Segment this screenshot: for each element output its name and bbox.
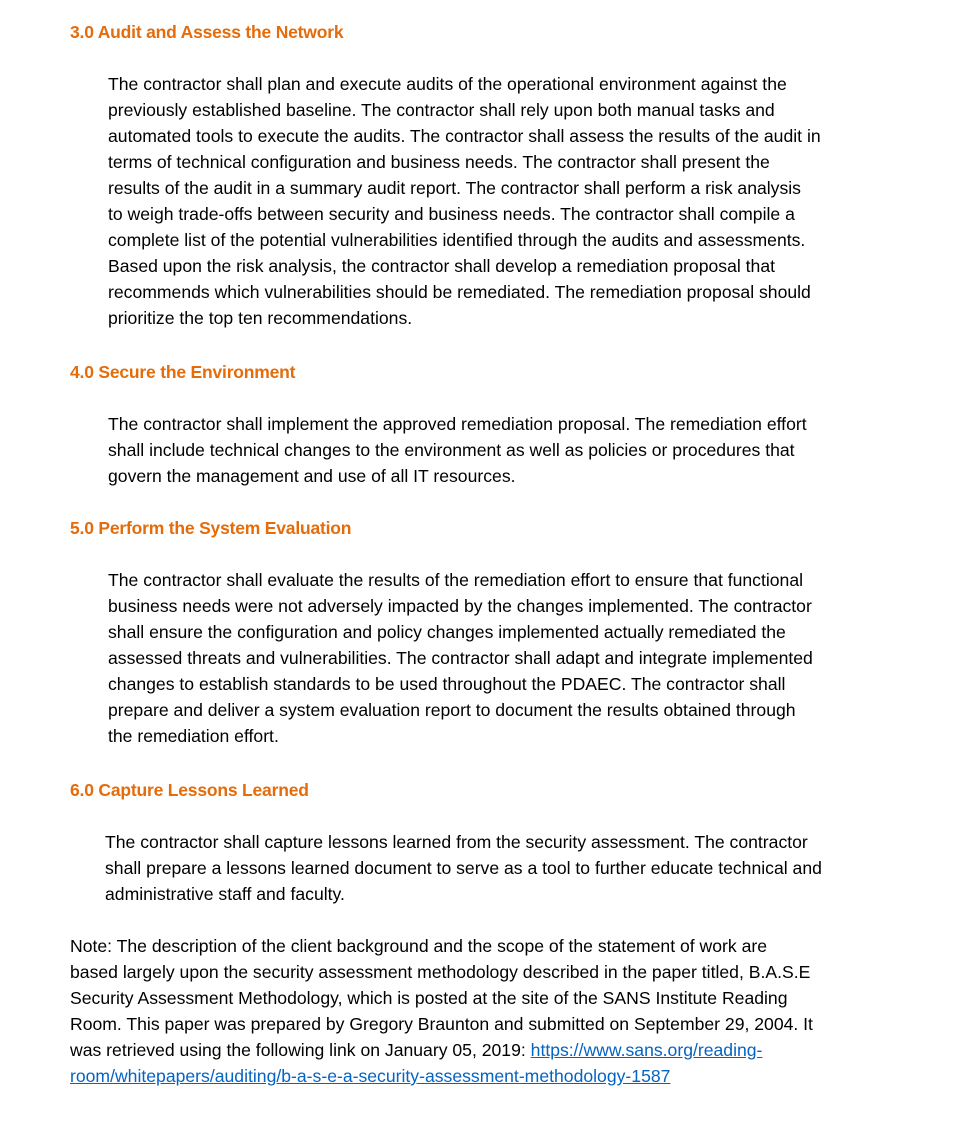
- body-line: The contractor shall evaluate the results of the remediation effort to ensure that functional: [108, 570, 804, 590]
- sans-paper-link-continued[interactable]: room/whitepapers/auditing/b-a-s-e-a-security-assessment-methodology-1587: [70, 1066, 671, 1086]
- body-line: assessed threats and vulnerabilities. The contractor shall adapt and integrate implemented: [108, 648, 813, 668]
- section-body-5: [108, 567, 918, 749]
- body-line: recommends which vulnerabilities should be remediated. The remediation proposal should: [108, 282, 811, 302]
- body-line: shall include technical changes to the environment as well as policies or procedures that: [108, 440, 795, 460]
- note-line: Security Assessment Methodology, which is posted at the site of the SANS Institute Reading: [70, 988, 788, 1008]
- body-line: shall prepare a lessons learned document to serve as a tool to further educate technical and: [105, 858, 822, 878]
- section-heading-3: 3.0 Audit and Assess the Network: [70, 22, 344, 42]
- section-body-3: [108, 71, 918, 331]
- section-heading-6: 6.0 Capture Lessons Learned: [70, 780, 309, 800]
- section-body-6: [105, 829, 915, 907]
- note-line-with-link: [70, 1037, 930, 1063]
- body-line: terms of technical configuration and business needs. The contractor shall present the: [108, 152, 770, 172]
- body-line: prioritize the top ten recommendations.: [108, 308, 413, 328]
- body-line: changes to establish standards to be used throughout the PDAEC. The contractor shall: [108, 674, 786, 694]
- sans-paper-link[interactable]: https://www.sans.org/reading-: [530, 1040, 763, 1060]
- body-line: to weigh trade-offs between security and business needs. The contractor shall compile a: [108, 204, 795, 224]
- body-line: business needs were not adversely impacted by the changes implemented. The contractor: [108, 596, 812, 616]
- body-line: govern the management and use of all IT resources.: [108, 466, 516, 486]
- body-line: The contractor shall plan and execute audits of the operational environment against the: [108, 74, 787, 94]
- body-line: prepare and deliver a system evaluation report to document the results obtained through: [108, 700, 796, 720]
- note-link-continuation: [70, 1063, 930, 1089]
- note-line: Room. This paper was prepared by Gregory Braunton and submitted on September 29, 2004. It: [70, 1014, 813, 1034]
- body-line: The contractor shall capture lessons learned from the security assessment. The contractor: [105, 832, 808, 852]
- section-body-4: [108, 411, 918, 489]
- body-line: complete list of the potential vulnerabilities identified through the audits and assessments.: [108, 230, 806, 250]
- note-line: based largely upon the security assessment methodology described in the paper titled, B.A.S.E: [70, 962, 811, 982]
- body-line: administrative staff and faculty.: [105, 884, 345, 904]
- body-line: the remediation effort.: [108, 726, 279, 746]
- note-line: Note: The description of the client background and the scope of the statement of work are: [70, 936, 767, 956]
- note-paragraph: [70, 933, 930, 1089]
- section-heading-4: 4.0 Secure the Environment: [70, 362, 296, 382]
- body-line: automated tools to execute the audits. The contractor shall assess the results of the audit in: [108, 126, 821, 146]
- body-line: The contractor shall implement the approved remediation proposal. The remediation effort: [108, 414, 807, 434]
- body-line: Based upon the risk analysis, the contractor shall develop a remediation proposal that: [108, 256, 775, 276]
- note-line-prefix: was retrieved using the following link on January 05, 2019:: [70, 1040, 531, 1060]
- body-line: previously established baseline. The contractor shall rely upon both manual tasks and: [108, 100, 775, 120]
- section-heading-5: 5.0 Perform the System Evaluation: [70, 518, 352, 538]
- body-line: results of the audit in a summary audit report. The contractor shall perform a risk analysis: [108, 178, 801, 198]
- body-line: shall ensure the configuration and policy changes implemented actually remediated the: [108, 622, 786, 642]
